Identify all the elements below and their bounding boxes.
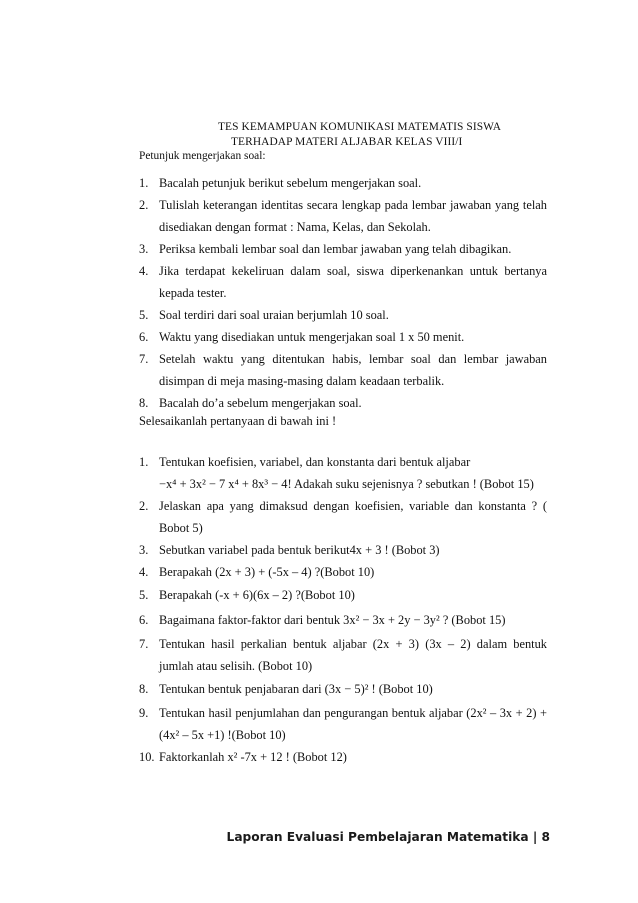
document-title-line2: TERHADAP MATERI ALJABAR KELAS VIII/I xyxy=(231,136,463,148)
question-item: 10. Faktorkanlah x² -7x + 12 ! (Bobot 12) xyxy=(139,750,347,764)
instruction-item: 6. Waktu yang disediakan untuk mengerjakan soal 1 x 50 menit. xyxy=(139,330,465,344)
math-expression: 3x² − 3x + 2y − 3y² xyxy=(343,613,440,627)
instruction-item: 3. Periksa kembali lembar soal dan lembar jawaban yang telah dibagikan. xyxy=(139,242,512,256)
math-expression: −x⁴ + 3x² − 7 x⁴ + 8x³ − 4! xyxy=(159,477,292,491)
instruction-item: 8. Bacalah do’a sebelum mengerjakan soal. xyxy=(139,396,362,410)
question-item: 8. Tentukan bentuk penjabaran dari (3x − 5)² ! (Bobot 10) xyxy=(139,682,433,696)
instructions-heading: Petunjuk mengerjakan soal: xyxy=(139,150,266,162)
instruction-list xyxy=(139,172,547,414)
question-item: 1. Tentukan koefisien, variabel, dan konstanta dari bentuk aljabar −x⁴ + 3x² − 7 x⁴ + 8x³ − 4! Adakah suku sejenisnya ? sebutkan ! (Bobot 15) xyxy=(139,455,534,491)
question-item: 2. Jelaskan apa yang dimaksud dengan koefisien, variable dan konstanta ? ( Bobot 5) xyxy=(139,499,547,535)
question-item: 3. Sebutkan variabel pada bentuk berikut4x + 3 ! (Bobot 3) xyxy=(139,543,440,557)
question-item: 9. Tentukan hasil penjumlahan dan pengurangan bentuk aljabar (2x² – 3x + 2) + (4x² – 5x +1) !(Bobot 10) xyxy=(139,706,547,742)
question-item: 5. Berapakah (-x + 6)(6x – 2) ?(Bobot 10) xyxy=(139,588,355,602)
instruction-item: 4. Jika terdapat kekeliruan dalam soal, siswa diperkenankan untuk bertanya kepada tester. xyxy=(139,264,547,300)
question-item: 6. Bagaimana faktor-faktor dari bentuk 3x² − 3x + 2y − 3y² ? (Bobot 15) xyxy=(139,613,506,627)
page-footer: Laporan Evaluasi Pembelajaran Matematika | 8 xyxy=(226,830,550,844)
instruction-item: 5. Soal terdiri dari soal uraian berjumlah 10 soal. xyxy=(139,308,389,322)
instruction-item: 7. Setelah waktu yang ditentukan habis, lembar soal dan lembar jawaban disimpan di meja masing-masing dalam keadaan terbalik. xyxy=(139,352,547,388)
instruction-item: 1. Bacalah petunjuk berikut sebelum mengerjakan soal. xyxy=(139,176,422,190)
math-expression: (3x − 5)² xyxy=(324,682,369,696)
questions-heading: Selesaikanlah pertanyaan di bawah ini ! xyxy=(139,414,337,428)
question-item: 4. Berapakah (2x + 3) + (-5x – 4) ?(Bobot 10) xyxy=(139,565,375,579)
document-title-line1: TES KEMAMPUAN KOMUNIKASI MATEMATIS SISWA xyxy=(218,121,502,133)
instruction-item: 2. Tulislah keterangan identitas secara lengkap pada lembar jawaban yang telah disediakan dengan format : Nama, Kelas, dan Sekolah. xyxy=(139,198,547,234)
question-item: 7. Tentukan hasil perkalian bentuk aljabar (2x + 3) (3x – 2) dalam bentuk jumlah atau selisih. (Bobot 10) xyxy=(139,637,547,673)
question-list xyxy=(139,451,547,768)
